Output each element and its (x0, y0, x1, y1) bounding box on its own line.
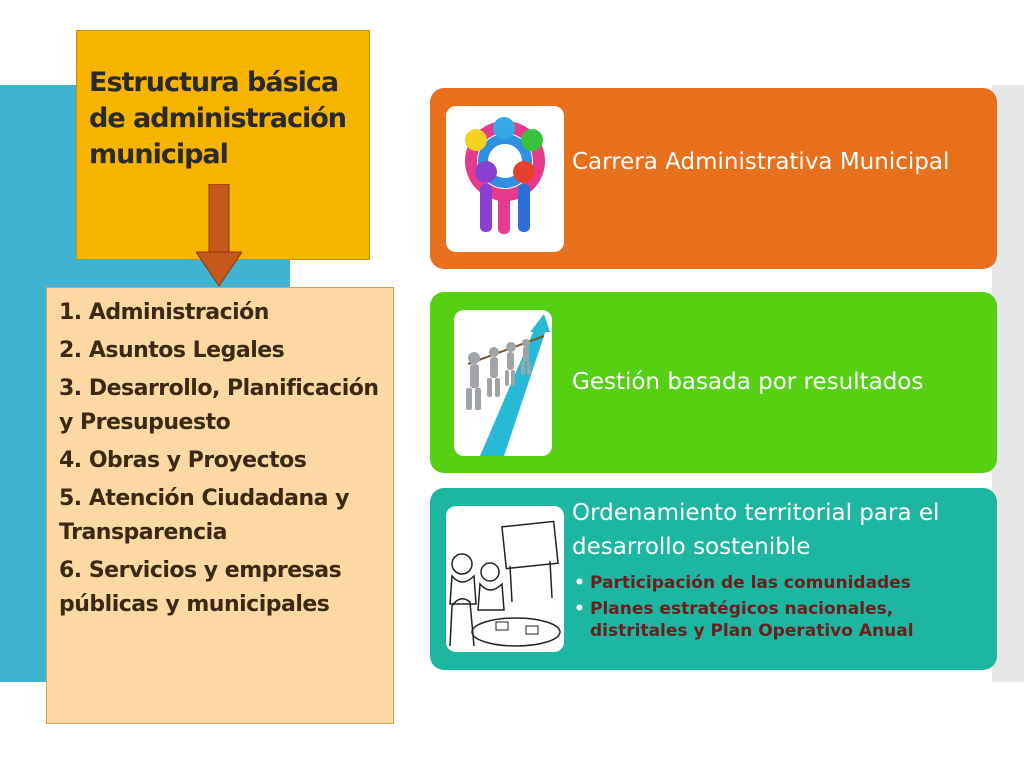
structure-list-box (46, 287, 394, 724)
list-item: 5. Atención Ciudadana y Transparencia (59, 486, 350, 545)
card-title: Gestión basada por resultados (572, 369, 924, 395)
card-ordenamiento-territorial (430, 488, 997, 670)
structure-list (59, 296, 384, 626)
planning-meeting-icon (446, 506, 564, 652)
list-item (572, 572, 982, 594)
card-title: Carrera Administrativa Municipal (572, 149, 950, 175)
slide-title: Estructura básica de administración municipal (89, 67, 346, 170)
card-bullet-list (572, 572, 982, 646)
list-item: 6. Servicios y empresas públicas y municipales (59, 558, 342, 617)
bullet-icon: • (574, 599, 585, 619)
list-item (572, 598, 982, 642)
card-gestion-resultados (430, 292, 997, 473)
down-arrow-icon (196, 184, 242, 288)
bullet-text: Participación de las comunidades (590, 573, 911, 593)
card-title: Ordenamiento territorial para el desarrollo sostenible (572, 500, 940, 560)
list-item: 4. Obras y Proyectos (59, 448, 307, 473)
list-item: 3. Desarrollo, Planificación y Presupuesto (59, 376, 379, 435)
bullet-text: Planes estratégicos nacionales, distritales y Plan Operativo Anual (590, 599, 914, 641)
list-item: 1. Administración (59, 300, 269, 325)
team-circle-icon (446, 106, 564, 252)
list-item: 2. Asuntos Legales (59, 338, 285, 363)
bullet-icon: • (574, 573, 585, 593)
tug-of-war-arrow-icon (454, 310, 552, 456)
card-carrera-administrativa (430, 88, 997, 269)
